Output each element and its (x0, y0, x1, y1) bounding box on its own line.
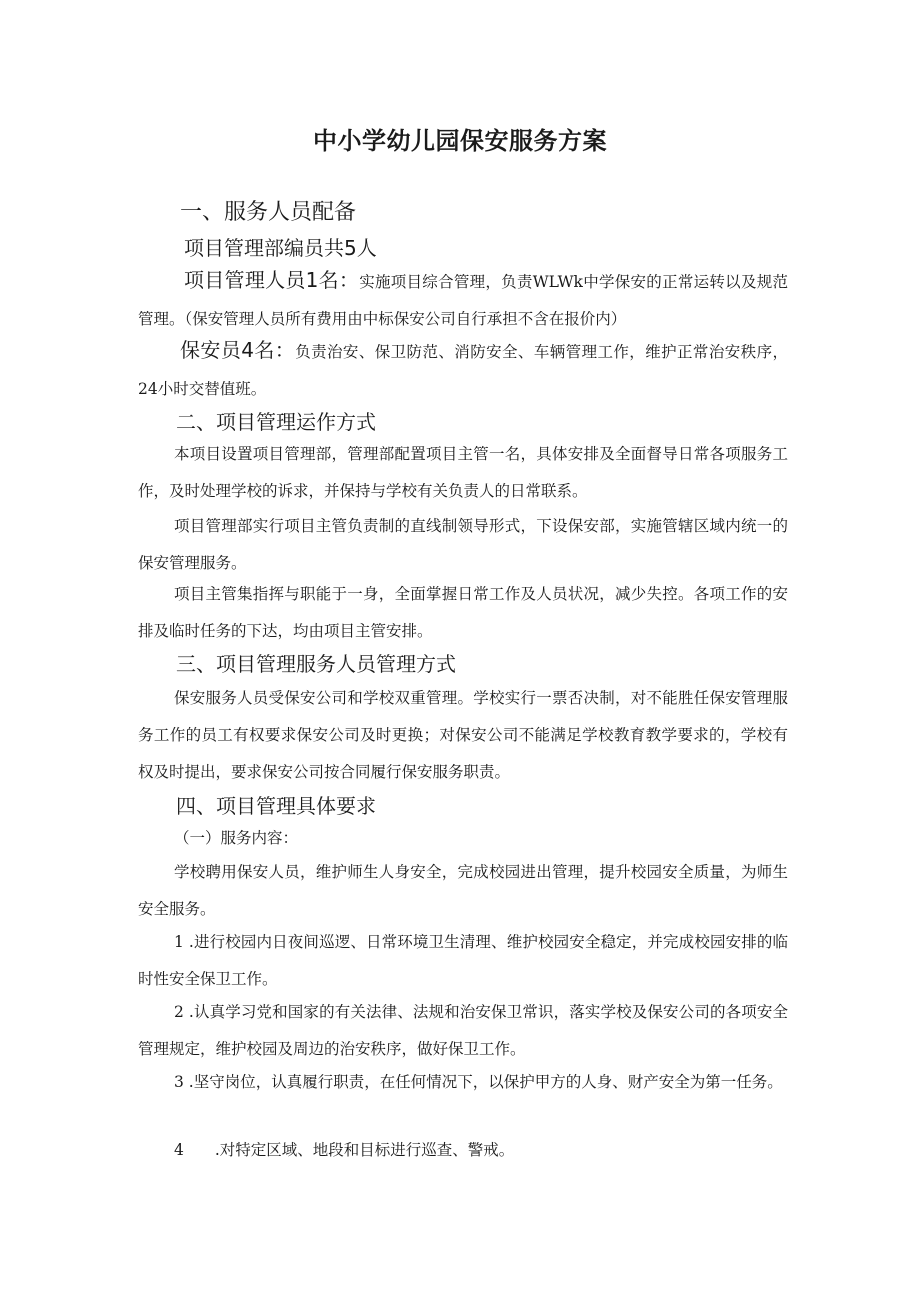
section-2-paragraph-3: 项目主管集指挥与职能于一身，全面掌握日常工作及人员状况，减少失控。各项工作的安排及临时任务的下达，均由项目主管安排。 (138, 585, 788, 640)
managers-body: 实施项目综合管理，负责WLWk中学保安的正常运转以及规范管理。（保安管理人员所有费用由中标保安公司自行承担不含在报价内） (138, 273, 788, 328)
section-4-item-3: 3 .坚守岗位，认真履行职责，在任何情况下，以保护甲方的人身、财产安全为第一任务。 (174, 1073, 783, 1091)
document-title: 中小学幼儿园保安服务方案 (313, 127, 607, 155)
section-4-heading: 四、项目管理具体要求 (176, 794, 376, 818)
section-3-paragraph-1: 保安服务人员受保安公司和学校双重管理。学校实行一票否决制，对不能胜任保安管理服务工作的员工有权要求保安公司及时更换；对保安公司不能满足学校教育教学要求的，学校有权及时提出，要求保安公司按合同履行保安服务职责。 (138, 689, 788, 781)
section-2-paragraph-1: 本项目设置项目管理部，管理部配置项目主管一名，具体安排及全面督导日常各项服务工作，及时处理学校的诉求，并保持与学校有关负责人的日常联系。 (138, 445, 788, 500)
guards-lead: 保安员4名： (180, 338, 296, 362)
section-1-subheading: 项目管理部编员共5人 (184, 236, 377, 260)
section-1-heading: 一、服务人员配备 (180, 200, 357, 225)
managers-lead: 项目管理人员1名： (184, 268, 360, 292)
section-2-heading: 二、项目管理运作方式 (176, 410, 376, 434)
section-1-paragraph-managers (138, 262, 788, 338)
section-3-heading: 三、项目管理服务人员管理方式 (176, 652, 456, 676)
section-1-paragraph-guards (138, 332, 788, 408)
section-2-paragraph-2: 项目管理部实行项目主管负责制的直线制领导形式，下设保安部，实施管辖区域内统一的保安管理服务。 (138, 517, 788, 572)
section-4-item-4: 4 .对特定区域、地段和目标进行巡查、警戒。 (174, 1141, 515, 1159)
section-4-item-1: 1 .进行校园内日夜间巡逻、日常环境卫生清理、维护校园安全稳定，并完成校园安排的临时性安全保卫工作。 (138, 933, 788, 988)
guards-body: 负责治安、保卫防范、消防安全、车辆管理工作，维护正常治安秩序，24小时交替值班。 (138, 343, 788, 398)
section-4-subheading: （一）服务内容： (174, 829, 299, 847)
section-4-item-2: 2 .认真学习党和国家的有关法律、法规和治安保卫常识，落实学校及保安公司的各项安全管理规定，维护校园及周边的治安秩序，做好保卫工作。 (138, 1003, 788, 1058)
section-4-paragraph-1: 学校聘用保安人员，维护师生人身安全，完成校园进出管理，提升校园安全质量，为师生安全服务。 (138, 863, 788, 918)
